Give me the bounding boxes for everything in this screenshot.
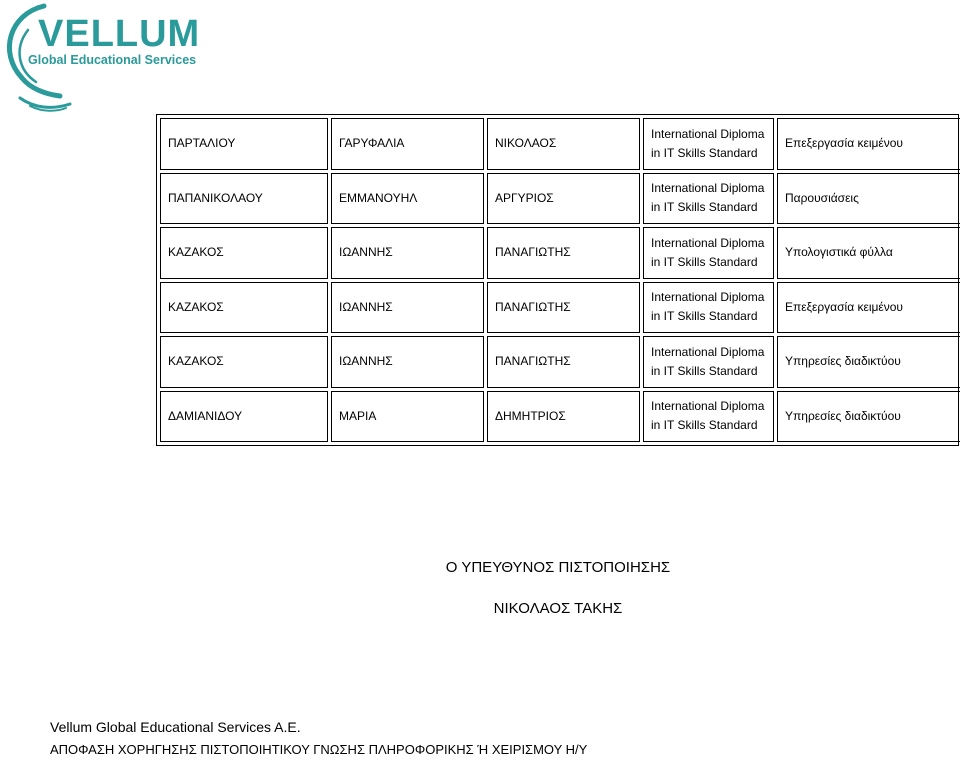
footer-company: Vellum Global Educational Services A.E. — [50, 719, 301, 735]
surname-cell: ΚΑΖΑΚΟΣ — [160, 336, 328, 388]
table-row — [160, 336, 960, 388]
certificate-line: International Diploma — [651, 344, 765, 359]
surname-cell: ΚΑΖΑΚΟΣ — [160, 282, 328, 334]
first-name-cell: ΕΜΜΑΝΟΥΗΛ — [331, 173, 484, 225]
certificate-line: International Diploma — [651, 235, 765, 250]
certificate-cell — [643, 282, 774, 334]
table-row — [160, 227, 960, 279]
table-row — [160, 173, 960, 225]
signature-role: Ο ΥΠΕΥΘΥΝΟΣ ΠΙΣΤΟΠΟΙΗΣΗΣ — [445, 559, 671, 576]
father-name-cell: ΠΑΝΑΓΙΩΤΗΣ — [487, 336, 640, 388]
certificate-cell — [643, 227, 774, 279]
module-cell: Υπολογιστικά φύλλα — [777, 227, 960, 279]
surname-cell: ΠΑΠΑΝΙΚΟΛΑΟΥ — [160, 173, 328, 225]
certificate-line: in IT Skills Standard — [651, 254, 758, 269]
records-table — [156, 114, 959, 446]
first-name-cell: ΜΑΡΙΑ — [331, 391, 484, 443]
vellum-logo — [0, 0, 215, 115]
table-row — [160, 118, 960, 170]
signature-name: ΝΙΚΟΛΑΟΣ ΤΑΚΗΣ — [493, 600, 623, 617]
certificate-cell — [643, 118, 774, 170]
father-name-cell: ΠΑΝΑΓΙΩΤΗΣ — [487, 282, 640, 334]
records-table-body — [160, 118, 960, 442]
certificate-line: in IT Skills Standard — [651, 200, 758, 215]
first-name-cell: ΙΩΑΝΝΗΣ — [331, 282, 484, 334]
surname-cell: ΚΑΖΑΚΟΣ — [160, 227, 328, 279]
certificate-line: International Diploma — [651, 126, 765, 141]
certificate-line: International Diploma — [651, 290, 765, 305]
module-cell: Υπηρεσίες διαδικτύου — [777, 391, 960, 443]
module-cell: Υπηρεσίες διαδικτύου — [777, 336, 960, 388]
first-name-cell: ΙΩΑΝΝΗΣ — [331, 336, 484, 388]
certificate-cell — [643, 173, 774, 225]
certificate-cell — [643, 391, 774, 443]
logo-subtitle: Global Educational Services — [28, 53, 197, 67]
module-cell: Επεξεργασία κειμένου — [777, 118, 960, 170]
father-name-cell: ΝΙΚΟΛΑΟΣ — [487, 118, 640, 170]
certificate-cell — [643, 336, 774, 388]
certificate-line: in IT Skills Standard — [651, 363, 758, 378]
certificate-line: International Diploma — [651, 181, 765, 196]
table-row — [160, 391, 960, 443]
surname-cell: ΔΑΜΙΑΝΙΔΟΥ — [160, 391, 328, 443]
certificate-line: in IT Skills Standard — [651, 309, 758, 324]
father-name-cell: ΑΡΓΥΡΙΟΣ — [487, 173, 640, 225]
father-name-cell: ΔΗΜΗΤΡΙΟΣ — [487, 391, 640, 443]
first-name-cell: ΓΑΡΥΦΑΛΙΑ — [331, 118, 484, 170]
footer-description: ΑΠΟΦΑΣΗ ΧΟΡΗΓΗΣΗΣ ΠΙΣΤΟΠΟΙΗΤΙΚΟΥ ΓΝΩΣΗΣ ΠΛΗΡΟΦΟΡΙΚΗΣ Ή ΧΕΙΡΙΣΜΟΥ Η/Υ — [50, 742, 588, 757]
table-row — [160, 282, 960, 334]
surname-cell: ΠΑΡΤΑΛΙΟΥ — [160, 118, 328, 170]
first-name-cell: ΙΩΑΝΝΗΣ — [331, 227, 484, 279]
certificate-line: in IT Skills Standard — [651, 418, 758, 433]
module-cell: Επεξεργασία κειμένου — [777, 282, 960, 334]
certificate-line: in IT Skills Standard — [651, 145, 758, 160]
module-cell: Παρουσιάσεις — [777, 173, 960, 225]
certificate-line: International Diploma — [651, 399, 765, 414]
logo-name: VELLUM — [38, 13, 201, 55]
father-name-cell: ΠΑΝΑΓΙΩΤΗΣ — [487, 227, 640, 279]
